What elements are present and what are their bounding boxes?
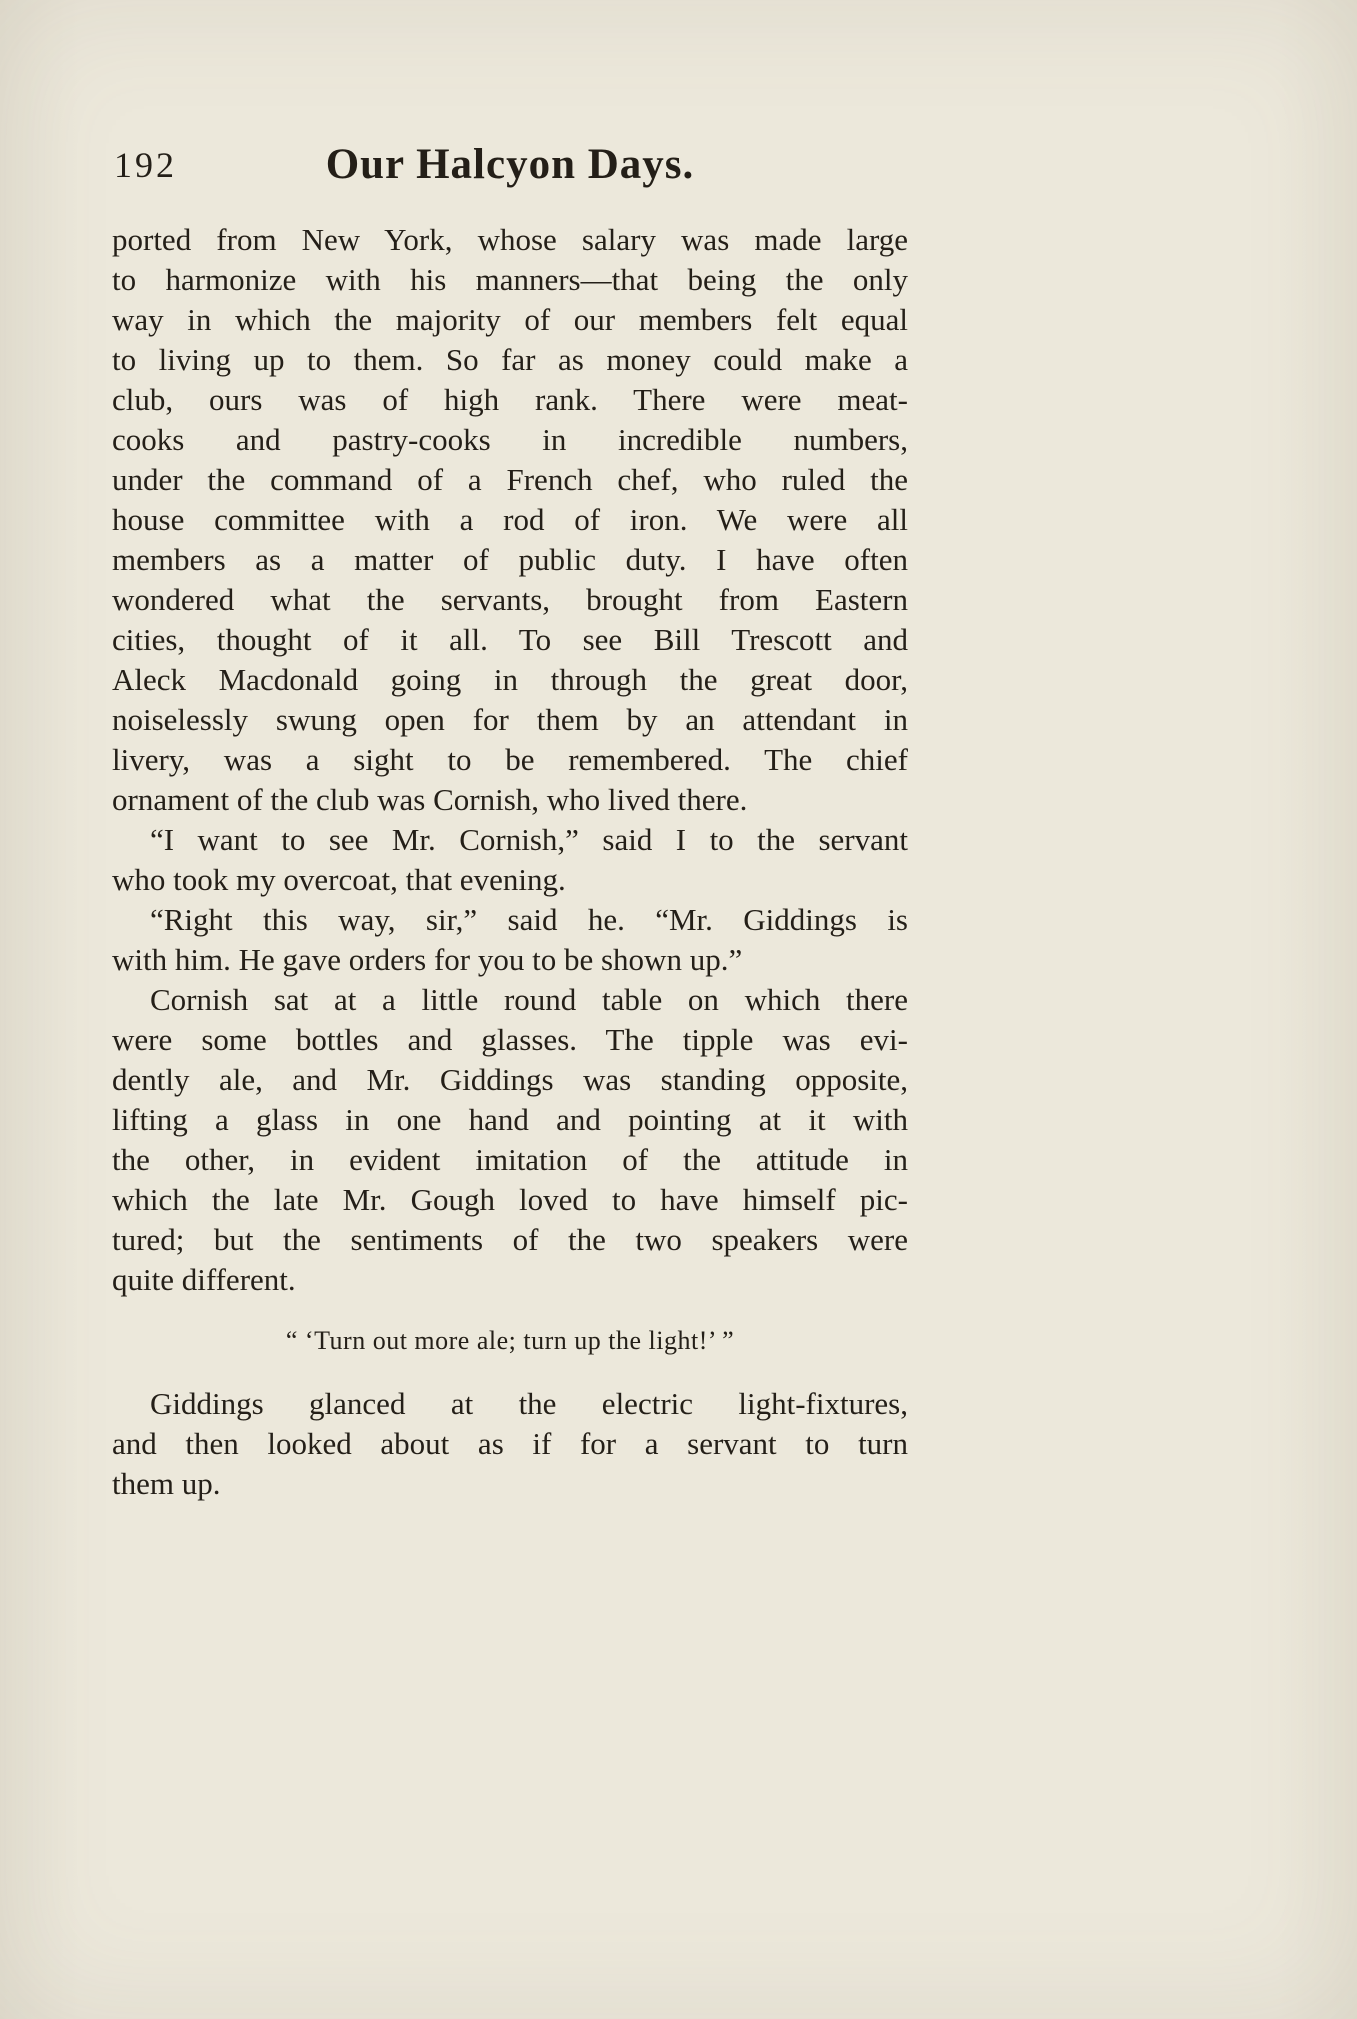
text-line: Aleck Macdonald going in through the great door, [112, 662, 908, 697]
text-line: with him. He gave orders for you to be shown up.” [112, 942, 743, 977]
paragraph [112, 220, 908, 820]
text-line: to living up to them. So far as money could make a [112, 342, 908, 377]
text-line: club, ours was of high rank. There were meat- [112, 382, 908, 417]
text-line: Cornish sat at a little round table on which there [150, 982, 908, 1017]
text-line: “I want to see Mr. Cornish,” said I to the servant [150, 822, 908, 857]
text-line: house committee with a rod of iron. We were all [112, 502, 908, 537]
text-line: who took my overcoat, that evening. [112, 862, 566, 897]
text-line: members as a matter of public duty. I have often [112, 542, 908, 577]
text-line: lifting a glass in one hand and pointing at it with [112, 1102, 908, 1137]
text-line: cooks and pastry-cooks in incredible numbers, [112, 422, 908, 457]
text-column [112, 136, 908, 1504]
inline-quote: “ ‘Turn out more ale; turn up the light!’ ” [285, 1326, 735, 1355]
text-line: to harmonize with his manners—that being the only [112, 262, 908, 297]
paragraph [112, 1384, 908, 1504]
text-line: tured; but the sentiments of the two speakers were [112, 1222, 908, 1257]
text-line: cities, thought of it all. To see Bill Trescott and [112, 622, 908, 657]
paragraph [112, 980, 908, 1300]
text-line: were some bottles and glasses. The tipple was evi- [112, 1022, 908, 1057]
text-line: “Right this way, sir,” said he. “Mr. Giddings is [150, 902, 908, 937]
page-title: Our Halcyon Days. [325, 141, 695, 188]
text-line: the other, in evident imitation of the attitude in [112, 1142, 908, 1177]
text-line: noiselessly swung open for them by an attendant in [112, 702, 908, 737]
text-line: quite different. [112, 1262, 296, 1297]
text-line: Giddings glanced at the electric light-fixtures, [150, 1386, 908, 1421]
paragraph [112, 820, 908, 900]
text-line: ported from New York, whose salary was made large [112, 222, 908, 257]
text-line: wondered what the servants, brought from Eastern [112, 582, 908, 617]
text-line: and then looked about as if for a servant to turn [112, 1426, 908, 1461]
text-line: dently ale, and Mr. Giddings was standing opposite, [112, 1062, 908, 1097]
text-line: livery, was a sight to be remembered. The chief [112, 742, 908, 777]
page-body [112, 220, 908, 1504]
page-number: 192 [114, 145, 177, 185]
text-line: them up. [112, 1466, 221, 1501]
text-line: ornament of the club was Cornish, who lived there. [112, 782, 748, 817]
text-line: which the late Mr. Gough loved to have himself pic- [112, 1182, 908, 1217]
paragraph [112, 900, 908, 980]
text-line: way in which the majority of our members felt equal [112, 302, 908, 337]
text-line: under the command of a French chef, who ruled the [112, 462, 908, 497]
page-header [112, 136, 908, 194]
